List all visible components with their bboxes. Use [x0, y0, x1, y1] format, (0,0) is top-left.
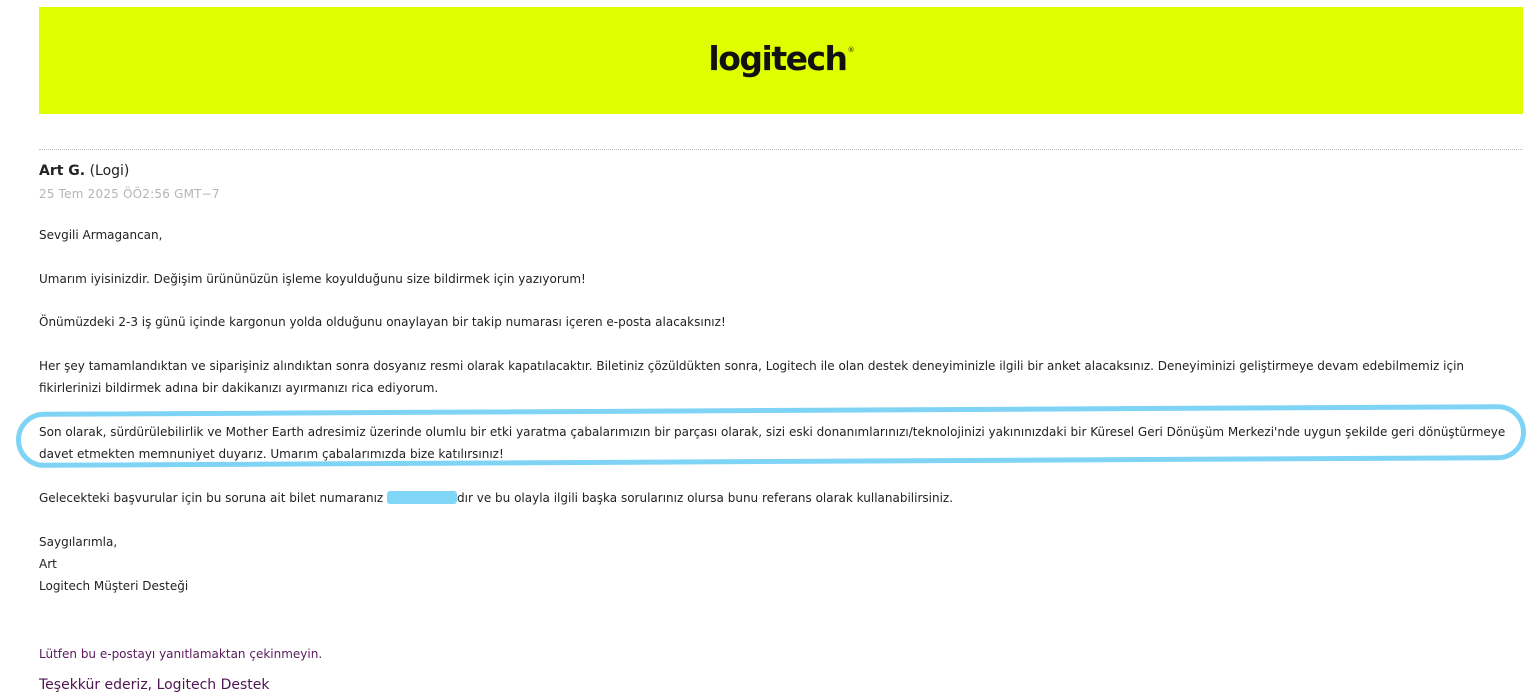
header-divider: [39, 149, 1523, 150]
greeting: Sevgili Armagancan,: [39, 228, 163, 242]
paragraph-1: Umarım iyisinizdir. Değişim ürününüzün işleme koyulduğunu size bildirmek için yazıyorum!: [39, 272, 586, 286]
reply-note: Lütfen bu e-postayı yanıtlamaktan çekinmeyin.: [39, 647, 323, 661]
paragraph-3: Her şey tamamlandıktan ve siparişiniz alındıktan sonra dosyanız resmi olarak kapatılacaktır. Biletiniz çözüldükten sonra, Logitech ile olan destek deneyiminizle ilgili bir anket alacaksınız. Deneyiminizi geliştirmeye devam edebilmemiz için fikirlerinizi bildirmek adına bir dakikanızı ayırmanızı rica ediyorum.: [39, 359, 1465, 395]
paragraph-2: Önümüzdeki 2-3 iş günü içinde kargonun yolda olduğunu onaylayan bir takip numarası içeren e-posta alacaksınız!: [39, 315, 726, 329]
signature-team: Logitech Müşteri Desteği: [39, 579, 189, 593]
logitech-logo: logitech®: [708, 39, 855, 78]
ticket-text-after: dır ve bu olayla ilgili başka sorularınız olursa bunu referans olarak kullanabilirsiniz.: [457, 491, 954, 505]
ticket-text-before: Gelecekteki başvurular için bu soruna ait bilet numaranız: [39, 491, 388, 505]
paragraph-5-ticket: [39, 487, 1519, 509]
ticket-number-redaction: [387, 491, 457, 504]
annotation-highlight-ellipse: [16, 404, 1526, 468]
sender-org: (Logi): [89, 163, 130, 179]
signature-block: [39, 531, 1519, 597]
sender-line: [39, 163, 129, 179]
logitech-header-banner: [39, 7, 1523, 114]
registered-mark: ®: [847, 46, 855, 54]
message-date: 25 Tem 2025 ÖÖ2:56 GMT−7: [39, 187, 220, 201]
thanks-line: Teşekkür ederiz, Logitech Destek: [39, 677, 270, 693]
sender-name: Art G.: [39, 163, 86, 179]
signature-name: Art: [39, 557, 57, 571]
closing: Saygılarımla,: [39, 535, 118, 549]
paragraph-4-recycling: Son olarak, sürdürülebilirlik ve Mother Earth adresimiz üzerinde olumlu bir etki yaratma çabalarımızın bir parçası olarak, sizi eski donanımlarınızı/teknolojinizi yakınınızdaki bir Küresel Geri Dönüşüm Merkezi'nde uygun şekilde geri dönüştürmeye davet etmekten memnuniyet duyarız. Umarım çabalarımızda bize katılırsınız!: [39, 425, 1506, 461]
